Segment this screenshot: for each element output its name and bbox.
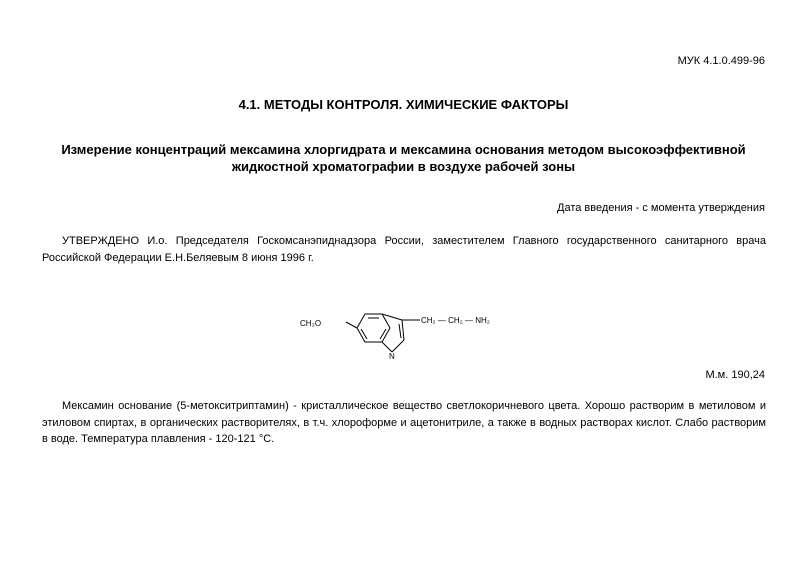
description-paragraph: Мексамин основание (5-метокситриптамин) - кристаллическое вещество светлокоричневого цвета. Хорошо растворим в метиловом и этиловом спиртах, в органических растворителях, в т.ч. хлороформе и ацетонитриле, а также в водных растворах кислот. Слабо растворим в воде. Температура плавления - 120-121 °С. bbox=[42, 400, 766, 445]
aromatic-bond bbox=[399, 324, 401, 338]
molecular-weight: М.м. 190,24 bbox=[705, 369, 765, 381]
structure-drawing bbox=[300, 300, 520, 370]
ring-bond bbox=[392, 340, 404, 352]
chemical-structure bbox=[300, 300, 520, 370]
aminoethyl-group-label: CH₂ — CH₂ — NH₂ bbox=[421, 316, 490, 325]
approval-paragraph: УТВЕРЖДЕНО И.о. Председателя Госкомсанэпиднадзора России, заместителем Главного государственного санитарного врача Российской Федерации Е.Н.Беляевым 8 июня 1996 г. bbox=[42, 235, 766, 264]
ring-bond bbox=[402, 320, 404, 340]
ring-nitrogen-label: N bbox=[389, 352, 395, 361]
methoxy-bond bbox=[346, 322, 357, 328]
section-title: 4.1. МЕТОДЫ КОНТРОЛЯ. ХИМИЧЕСКИЕ ФАКТОРЫ bbox=[238, 97, 569, 112]
document-code: МУК 4.1.0.499-96 bbox=[677, 55, 765, 67]
introduction-date: Дата введения - с момента утверждения bbox=[557, 202, 765, 214]
document-title: Измерение концентраций мексамина хлоргидрата и мексамина основания методом высокоэффективной жидкостной хроматографии в воздухе рабочей зоны bbox=[61, 142, 746, 174]
methoxy-group-label: CH₃O bbox=[300, 319, 322, 328]
ring-bond bbox=[382, 342, 392, 352]
